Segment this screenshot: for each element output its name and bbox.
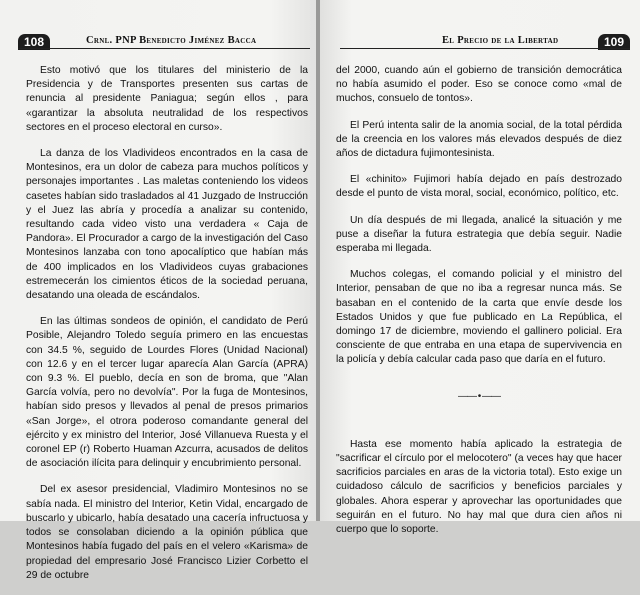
left-page-number: 108 [18, 34, 50, 50]
right-paragraph-1: del 2000, cuando aún el gobierno de transición democrática no había asumido el poder. Eso se conoce como «mal de muchos, consuelo de tontos». [336, 65, 622, 105]
right-page-number: 109 [598, 34, 630, 50]
right-header-rule [340, 48, 630, 49]
right-paragraph-4: Un día después de mi llegada, analicé la situación y me puse a diseñar la futura estrategia que debía seguir. Nadie esperaba mi llegada. [336, 214, 622, 255]
left-page-body [26, 64, 308, 595]
right-page-header [340, 32, 630, 50]
right-paragraph-2: El Perú intenta salir de la anomia social, de la total pérdida de la creencia en los valores más elevados después de diez años de dictadura fujimontesinista. [336, 119, 622, 160]
left-header-rule [18, 48, 310, 49]
left-paragraph-3: En las últimas sondeos de opinión, el candidato de Perú Posible, Alejandro Toledo seguía primero en las encuestas con 34.5 %, seguido de Lourdes Flores (Unidad Nacional) con 12.6 y en el tercer lugar aparecía Alan García (APRA) con 9.3 %. El pueblo, decía en son de broma, que "Alan García volvía, pero no devolvía". Por la fuga de Montesinos, habían sido presos y llevados al penal de presos primarios «San Jorge», el otrora poderoso comandante general del ejército y ex ministro del Interior, José Villanueva Ruesta y el coronel EP (r) Roberto Huaman Azcurra, acusados de delitos de asociación ilícita para delinquir y encubrimiento personal. [26, 316, 308, 470]
left-paragraph-1: Esto motivó que los titulares del ministerio de la Presidencia y de Transportes presenten sus cartas de renuncia al presidente Paniagua; según ellos , para «garantizar la absoluta neutralidad de los respectivos sectores en el proceso electoral en curso». [26, 65, 308, 133]
right-paragraph-6: Hasta ese momento había aplicado la estrategia de "sacrificar el círculo por el melocotero" (a veces hay que hacer sacrificios parciales en aras de la victoria total). Esto exige un cuidadoso cálculo de sacrificios y beneficios parciales y globales. Ahora esperar y aprovechar las oportunidades que seguirán en el futuro. No hay mal que dura cien años ni cuerpo que lo soporte. [336, 438, 622, 536]
right-running-head: El Precio de la Libertad [442, 35, 559, 46]
right-paragraph-5: Muchos colegas, el comando policial y el ministro del Interior, pensaban de que no iba a regresar nunca más. Se basaban en el contenido de la carta que envíe desde los Estados Unidos y que fue publicado en La República, el domingo 17 de diciembre, moviendo el gallinero policial. Era consciente de que entraba en una etapa de supervivencia en la policía y debía calcular cada paso que daría en el futuro. [336, 269, 622, 366]
left-running-head: Crnl. PNP Benedicto Jiménez Bacca [86, 35, 257, 46]
right-page-body [336, 64, 622, 549]
left-paragraph-2: La danza de los Vladivideos encontrados en la casa de Montesinos, era un dolor de cabeza para muchos políticos y personajes importantes . Las maletas conteniendo los videos casetes habían sido trasladados al 41 Juzgado de Instrucción y el Juez las abría y procedía a analizar su contenido, resultando cada video visto una verdadera « Caja de Pandora». El Procurador a cargo de la investigación del Caso Montesinos lanzaba con tono apocalíptico que habían más de 400 implicados en los Vladivideos cuyas grabaciones estremecerán los cimientos éticos de la sociedad peruana, desatando una oleada de escándalos. [26, 148, 308, 302]
left-page-header [18, 32, 310, 50]
left-paragraph-4: Del ex asesor presidencial, Vladimiro Montesinos no se sabía nada. El ministro del Interior, Ketin Vidal, encargado de buscarlo y ubicarlo, había desatado una cacería infructuosa y todos se consolaban diciendo a la opinión pública que Montesinos había fugado del país en el velero «Karisma» de propiedad del empresario José Francisco Lizier Corbetto el 29 de octubre [26, 484, 308, 581]
right-paragraph-3: El «chinito» Fujimori había dejado en país destrozado desde el punto de vista moral, social, económico, político, etc. [336, 174, 622, 200]
right-page [320, 0, 640, 536]
section-break-ornament: —— • —— [457, 390, 501, 402]
left-page [0, 0, 318, 581]
